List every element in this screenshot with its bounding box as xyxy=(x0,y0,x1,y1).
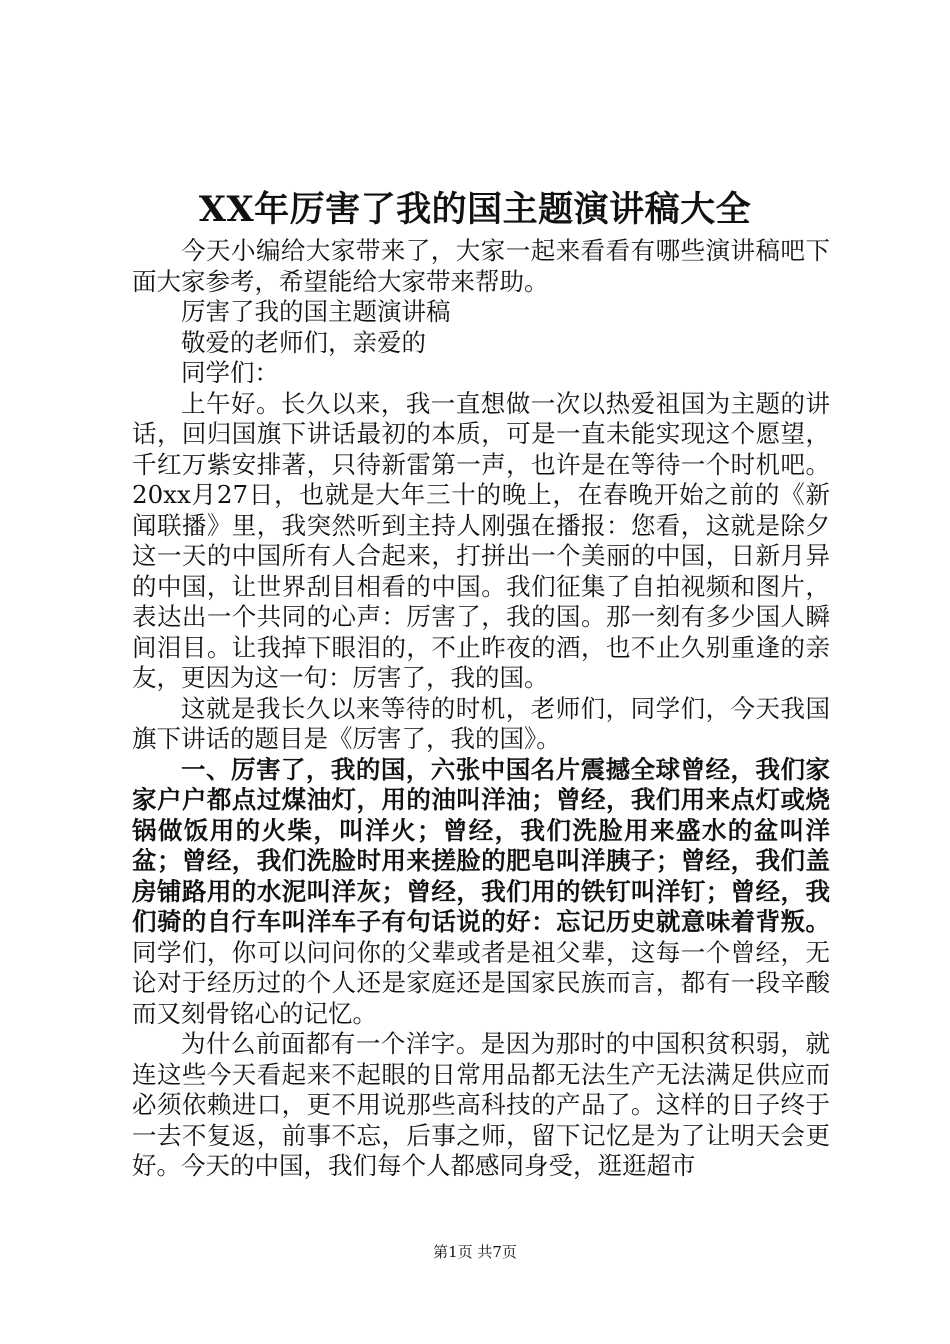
paragraph-main-2: 这就是我长久以来等待的时机，老师们，同学们，今天我国旗下讲话的题目是《厉害了，我的国》。 xyxy=(132,693,830,753)
section-one-heading: 一、厉害了，我的国，六张中国名片震撼全球曾经，我们家家户户都点过煤油灯，用的油叫洋油；曾经，我们用来点灯或烧锅做饭用的火柴，叫洋火；曾经，我们洗脸用来盛水的盆叫洋盆；曾经，我们洗脸时用来搓脸的肥皂叫洋胰子；曾经，我们盖房铺路用的水泥叫洋灰；曾经，我们用的铁钉叫洋钉；曾经，我们骑的自行车叫洋车子有句话说的好：忘记历史就意味着背叛。 xyxy=(132,754,830,936)
paragraph-subtitle: 厉害了我的国主题演讲稿 xyxy=(181,297,451,326)
document-body xyxy=(132,236,830,1182)
paragraph-intro: 今天小编给大家带来了，大家一起来看看有哪些演讲稿吧下面大家参考，希望能给大家带来帮助。 xyxy=(132,236,830,296)
paragraph-main-1: 上午好。长久以来，我一直想做一次以热爱祖国为主题的讲话，回归国旗下讲话最初的本质，可是一直未能实现这个愿望，千红万紫安排著，只待新雷第一声，也许是在等待一个时机吧。20xx月27日，也就是大年三十的晚上，在春晚开始之前的《新闻联播》里，我突然听到主持人刚强在播报：您看，这就是除夕这一天的中国所有人合起来，打拼出一个美丽的中国，日新月异的中国，让世界刮目相看的中国。我们征集了自拍视频和图片，表达出一个共同的心声：厉害了，我的国。那一刻有多少国人瞬间泪目。让我掉下眼泪的，不止昨夜的酒，也不止久别重逢的亲友，更因为这一句：厉害了，我的国。 xyxy=(132,388,830,692)
document-title: XX年厉害了我的国主题演讲稿大全 xyxy=(198,189,752,230)
paragraph-salutation-cont: 同学们： xyxy=(181,358,279,387)
section-one-body: 同学们，你可以问问你的父辈或者是祖父辈，这每一个曾经，无论对于经历过的个人还是家庭还是国家民族而言，都有一段辛酸而又刻骨铭心的记忆。 xyxy=(132,937,830,1028)
paragraph-salutation: 敬爱的老师们，亲爱的 xyxy=(181,327,426,357)
page-footer: 第1页 共7页 xyxy=(433,1243,517,1261)
paragraph-section-one xyxy=(132,755,830,1030)
paragraph-main-3: 为什么前面都有一个洋字。是因为那时的中国积贫积弱，就连这些今天看起来不起眼的日常用品都无法生产无法满足供应而必须依赖进口，更不用说那些高科技的产品了。这样的日子终于一去不复返，前事不忘，后事之师，留下记忆是为了让明天会更好。今天的中国，我们每个人都感同身受，逛逛超市 xyxy=(132,1029,830,1180)
